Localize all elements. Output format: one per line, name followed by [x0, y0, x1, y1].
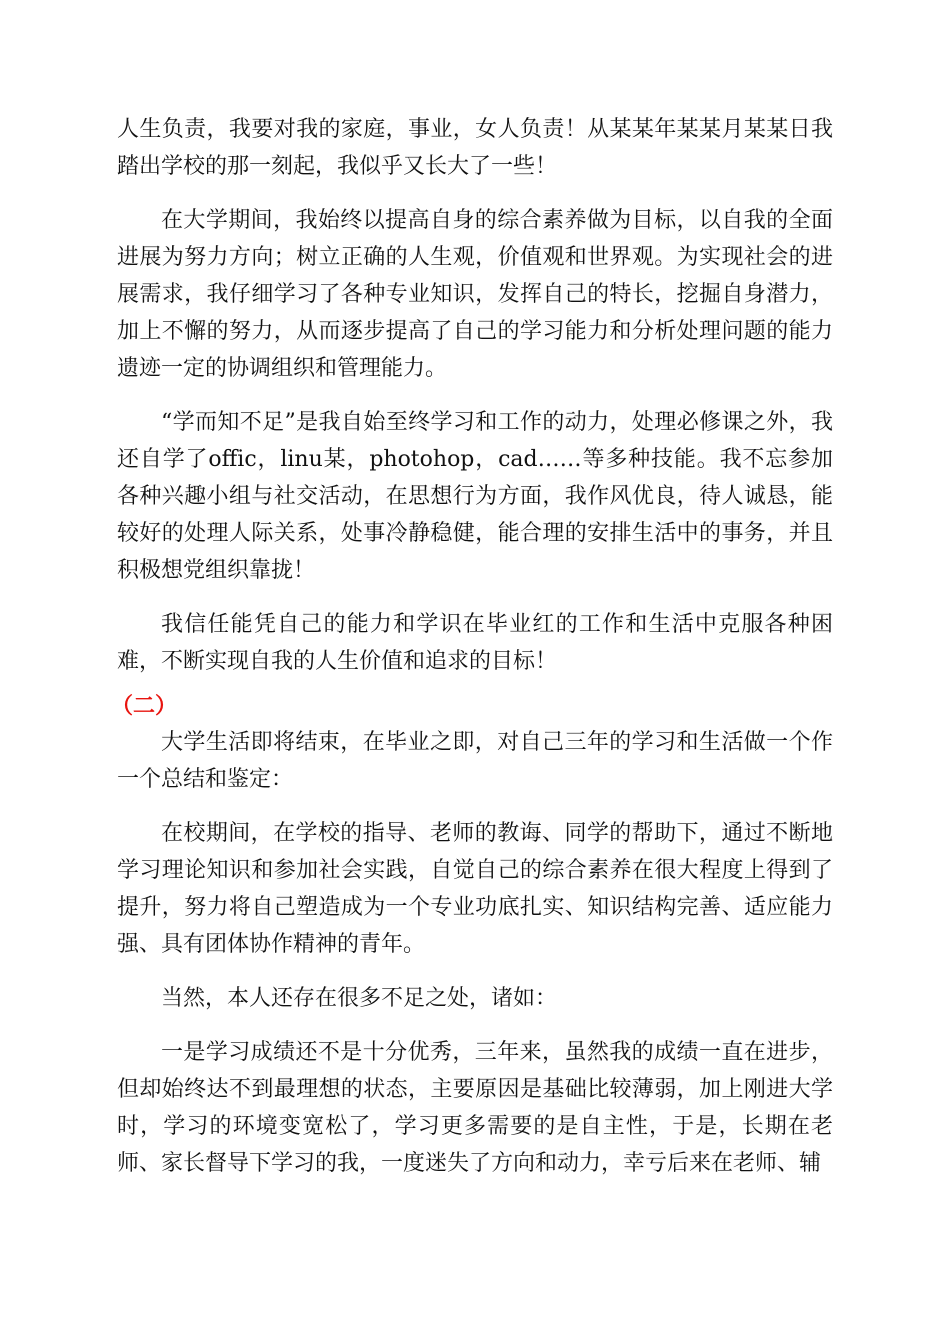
document-body: [111, 111, 833, 1182]
paragraph-goals: 在大学期间，我始终以提高自身的综合素养做为目标，以自我的全面进展为努力方向；树立正确的人生观，价值观和世界观。为实现社会的进展需求，我仔细学习了各种专业知识，发挥自己的特长，挖掘自身潜力，加上不懈的努力，从而逐步提高了自己的学习能力和分析处理问题的能力遗迹一定的协调组织和管理能力。: [117, 208, 833, 381]
paragraph-shortcoming-one: 一是学习成绩还不是十分优秀，三年来，虽然我的成绩一直在进步，但却始终达不到最理想的状态，主要原因是基础比较薄弱，加上刚进大学时，学习的环境变宽松了，学习更多需要的是自主性，于是，长期在老师、家长督导下学习的我，一度迷失了方向和动力，幸亏后来在老师、辅: [117, 1040, 833, 1176]
paragraph-shortcomings-intro: 当然，本人还存在很多不足之处，诸如：: [161, 986, 558, 1011]
paragraph-summary-intro: 大学生活即将结束，在毕业之即，对自己三年的学习和生活做一个作一个总结和鉴定：: [117, 730, 833, 792]
paragraph-campus-life: 在校期间，在学校的指导、老师的教诲、同学的帮助下，通过不断地学习理论知识和参加社会实践，自觉自己的综合素养在很大程度上得到了提升，努力将自己塑造成为一个专业功底扎实、知识结构完善、适应能力强、具有团体协作精神的青年。: [117, 821, 833, 957]
section-heading: （二）: [111, 694, 178, 719]
paragraph-skills: “学而知不足”是我自始至终学习和工作的动力，处理必修课之外，我还自学了offic，linu某，photohop，cad……等多种技能。我不忘参加各种兴趣小组与社交活动，在思想行为方面，我作风优良，待人诚恳，能较好的处理人际关系，处事冷静稳健，能合理的安排生活中的事务，并且积极想党组织靠拢！: [117, 410, 833, 583]
paragraph-continuation: 人生负责，我要对我的家庭，事业，女人负责！从某某年某某月某某日我踏出学校的那一刻起，我似乎又长大了一些！: [117, 117, 833, 179]
paragraph-confidence: 我信任能凭自己的能力和学识在毕业红的工作和生活中克服各种困难，不断实现自我的人生价值和追求的目标！: [117, 612, 833, 674]
